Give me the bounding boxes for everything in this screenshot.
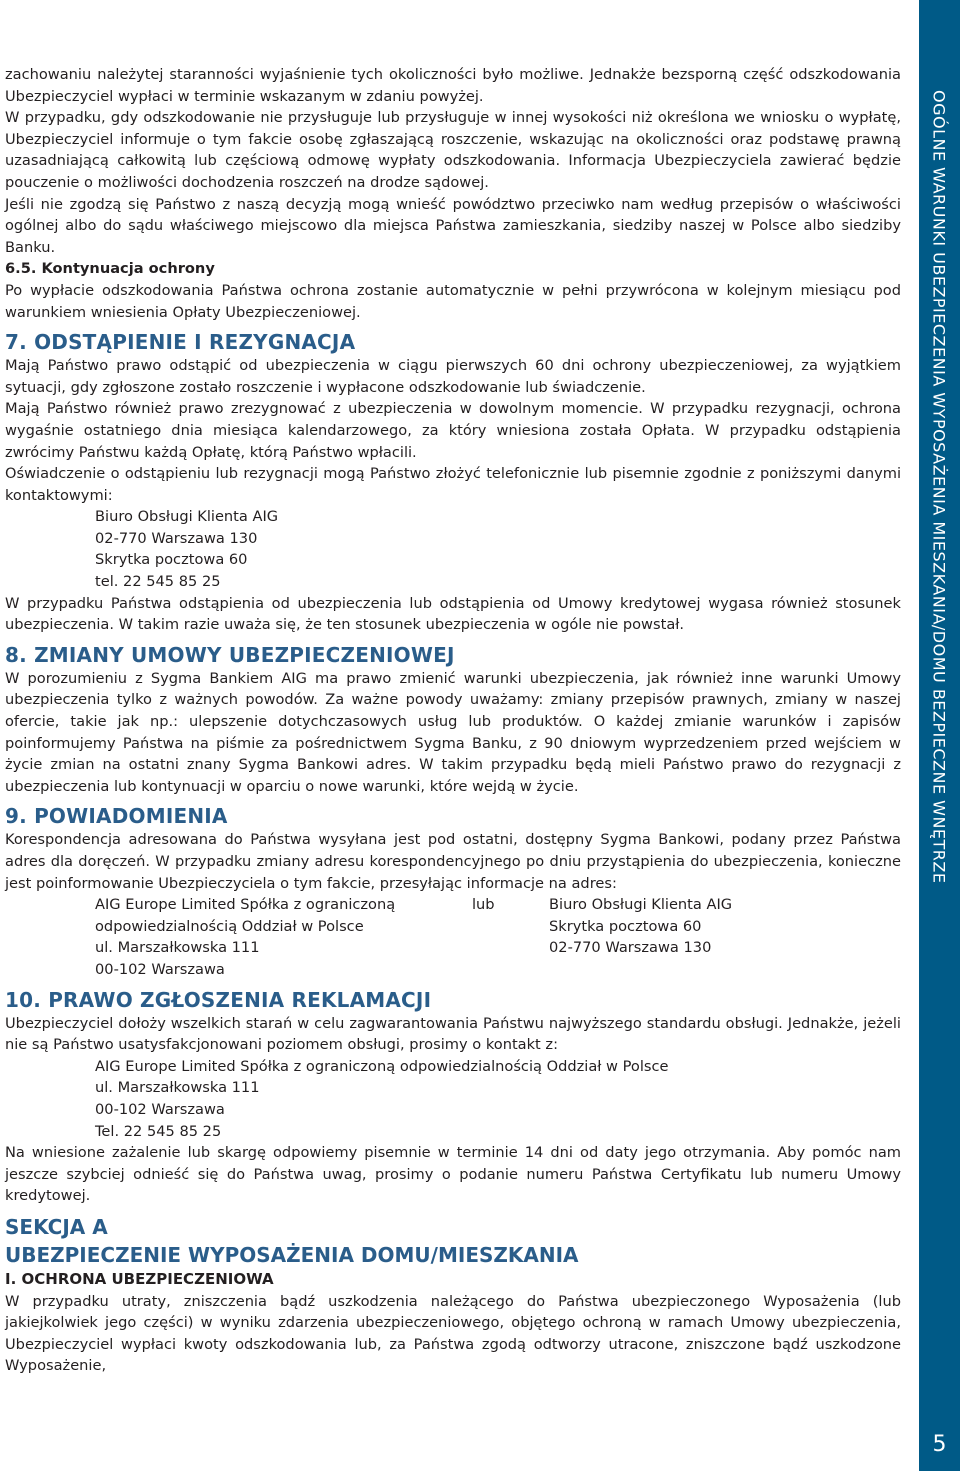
paragraph: Korespondencja adresowana do Państwa wysyłana jest pod ostatni, dostępny Sygma Bankowi, podany przez Państwa adres dla doręczeń. W przypadku zmiany adresu korespondencyjnego po dniu przystąpienia do ubezpieczenia, konieczne jest poinformowanie Ubezpieczyciela o tym fakcie, przesyłając informacje na adres: [5, 831, 901, 892]
paragraph: Ubezpieczyciel dołoży wszelkich starań w celu zagwarantowania Państwu najwyższego standardu obsługi. Jednakże, jeżeli nie są Państwo usatysfakcjonowani poziomem obsługi, prosimy o kontakt z: [5, 1014, 901, 1054]
address-line: Skrytka pocztowa 60 [95, 551, 248, 569]
section-a-title: UBEZPIECZENIE WYPOSAŻENIA DOMU/MIESZKANIA [5, 1242, 579, 1267]
paragraph: Mają Państwo również prawo zrezygnować z ubezpieczenia w dowolnym momencie. W przypadku rezygnacji, ochrona wygaśnie ostatniego dnia miesiąca kalendarzowego, za który wniesiona została Opłata. W przypadku odstąpienia zwrócimy Państwu każdą Opłatę, którą Państwo wpłacili. [5, 400, 901, 461]
address-line: AIG Europe Limited Spółka z ograniczoną [95, 896, 396, 914]
sidebar-band [919, 0, 960, 1471]
address-line: 02-770 Warszawa 130 [95, 529, 258, 547]
address-line: Skrytka pocztowa 60 [549, 917, 702, 935]
address-line: Biuro Obsługi Klienta AIG [549, 896, 733, 914]
paragraph: W przypadku Państwa odstąpienia od ubezpieczenia lub odstąpienia od Umowy kredytowej wygasa również stosunek ubezpieczenia. W takim razie uważa się, że ten stosunek ubezpieczenia w ogóle nie powstał. [5, 594, 901, 634]
address-line: 00-102 Warszawa [95, 960, 225, 978]
address-block [95, 894, 472, 980]
address-line: ul. Marszałkowska 111 [95, 1079, 260, 1097]
paragraph: Jeśli nie zgodzą się Państwo z naszą decyzją mogą wnieść powództwo przeciwko nam według przepisów o właściwości ogólnej albo do sądu właściwego miejscowo dla miejsca Państwa zamieszkania, siedziby naszej w Polsce albo siedziby Banku. [5, 195, 901, 256]
address-block [5, 1056, 901, 1142]
subsection-heading: 6.5. Kontynuacja ochrony [5, 260, 215, 278]
sidebar-title: OGÓLNE WARUNKI UBEZPIECZENIA WYPOSAŻENIA MIESZKANIA/DOMU BEZPIECZNE WNĘTRZE [929, 90, 949, 884]
section-a-label: SEKCJA A [5, 1214, 108, 1239]
address-line: tel. 22 545 85 25 [95, 573, 221, 591]
paragraph: W przypadku, gdy odszkodowanie nie przysługuje lub przysługuje w innej wysokości niż określona we wniosku o wypłatę, Ubezpieczyciel informuje o tym fakcie osobę zgłaszającą roszczenie, wskazując na okoliczności oraz podstawę prawną uzasadniającą całkowitą lub częściową odmowę wypłaty odszkodowania. Informacja Ubezpieczyciela zawierać będzie pouczenie o możliwości dochodzenia roszczeń na drodze sądowej. [5, 109, 901, 191]
address-columns [5, 894, 901, 980]
section-heading: 10. PRAWO ZGŁOSZENIA REKLAMACJI [5, 987, 432, 1012]
paragraph: zachowaniu należytej staranności wyjaśnienie tych okoliczności było możliwe. Jednakże bezsporną część odszkodowania Ubezpieczyciel wypłaci w terminie wskazanym w zdaniu powyżej. [5, 66, 901, 105]
section-heading: 8. ZMIANY UMOWY UBEZPIECZENIOWEJ [5, 642, 455, 667]
paragraph: W przypadku utraty, zniszczenia bądź uszkodzenia należącego do Państwa ubezpieczonego Wyposażenia (lub jakiejkolwiek jego części) w wyniku zdarzenia ubezpieczeniowego, objętego ochroną w ramach Umowy ubezpieczenia, Ubezpieczyciel wypłaci kwoty odszkodowania lub, za Państwa zgodą odtworzy utracone, zniszczone bądź uszkodzone Wyposażenie, [5, 1292, 901, 1375]
address-block [549, 894, 849, 980]
paragraph: Na wniesione zażalenie lub skargę odpowiemy pisemnie w terminie 14 dni od daty jego otrzymania. Aby pomóc nam jeszcze szybciej odnieść się do Państwa uwag, prosimy o podanie numeru Państwa Certyfikatu lub numeru Umowy kredytowej. [5, 1144, 901, 1205]
address-line: 02-770 Warszawa 130 [549, 939, 712, 957]
address-line: Tel. 22 545 85 25 [95, 1122, 222, 1140]
section-heading: 7. ODSTĄPIENIE I REZYGNACJA [5, 330, 356, 355]
address-line: odpowiedzialnością Oddział w Polsce [95, 917, 364, 935]
document-body [5, 64, 901, 1377]
section-heading: 9. POWIADOMIENIA [5, 804, 228, 829]
paragraph: Mają Państwo prawo odstąpić od ubezpieczenia w ciągu pierwszych 60 dni ochrony ubezpieczeniowej, za wyjątkiem sytuacji, gdy zgłoszone zostało roszczenie i wypłacone odszkodowanie lub świadczenie. [5, 357, 901, 396]
address-separator: lub [472, 896, 495, 914]
paragraph: Po wypłacie odszkodowania Państwa ochrona zostanie automatycznie w pełni przywrócona w kolejnym miesiącu pod warunkiem wniesienia Opłaty Ubezpieczeniowej. [5, 281, 901, 321]
subsection-heading: I. OCHRONA UBEZPIECZENIOWA [5, 1269, 274, 1288]
page-number: 5 [932, 1432, 947, 1457]
address-block [5, 506, 901, 592]
address-line: ul. Marszałkowska 111 [95, 939, 260, 957]
paragraph: W porozumieniu z Sygma Bankiem AIG ma prawo zmienić warunki ubezpieczenia, jak również inne warunki Umowy ubezpieczenia tylko z ważnych powodów. Za ważne powody uważamy: zmiany przepisów prawnych, zmiany w naszej ofercie, takie jak np.: ulepszenie dotychczasowych usług lub produktów. O każdej zmianie warunków i zapisów poinformujemy Państwa na piśmie za pośrednictwem Sygma Banku, z 90 dniowym wyprzedzeniem przed wejściem w życie zmian na ostatni znany Sygma Bankowi adres. W takim przypadku będą mieli Państwo prawo do rezygnacji z ubezpieczenia lub kontynuacji w oparciu o nowe warunki, które wejdą w życie. [5, 669, 901, 795]
address-line: AIG Europe Limited Spółka z ograniczoną odpowiedzialnością Oddział w Polsce [95, 1057, 669, 1075]
address-line: Biuro Obsługi Klienta AIG [95, 508, 279, 526]
paragraph: Oświadczenie o odstąpieniu lub rezygnacji mogą Państwo złożyć telefonicznie lub pisemnie zgodnie z poniższymi danymi kontaktowymi: [5, 465, 901, 504]
address-line: 00-102 Warszawa [95, 1100, 225, 1118]
